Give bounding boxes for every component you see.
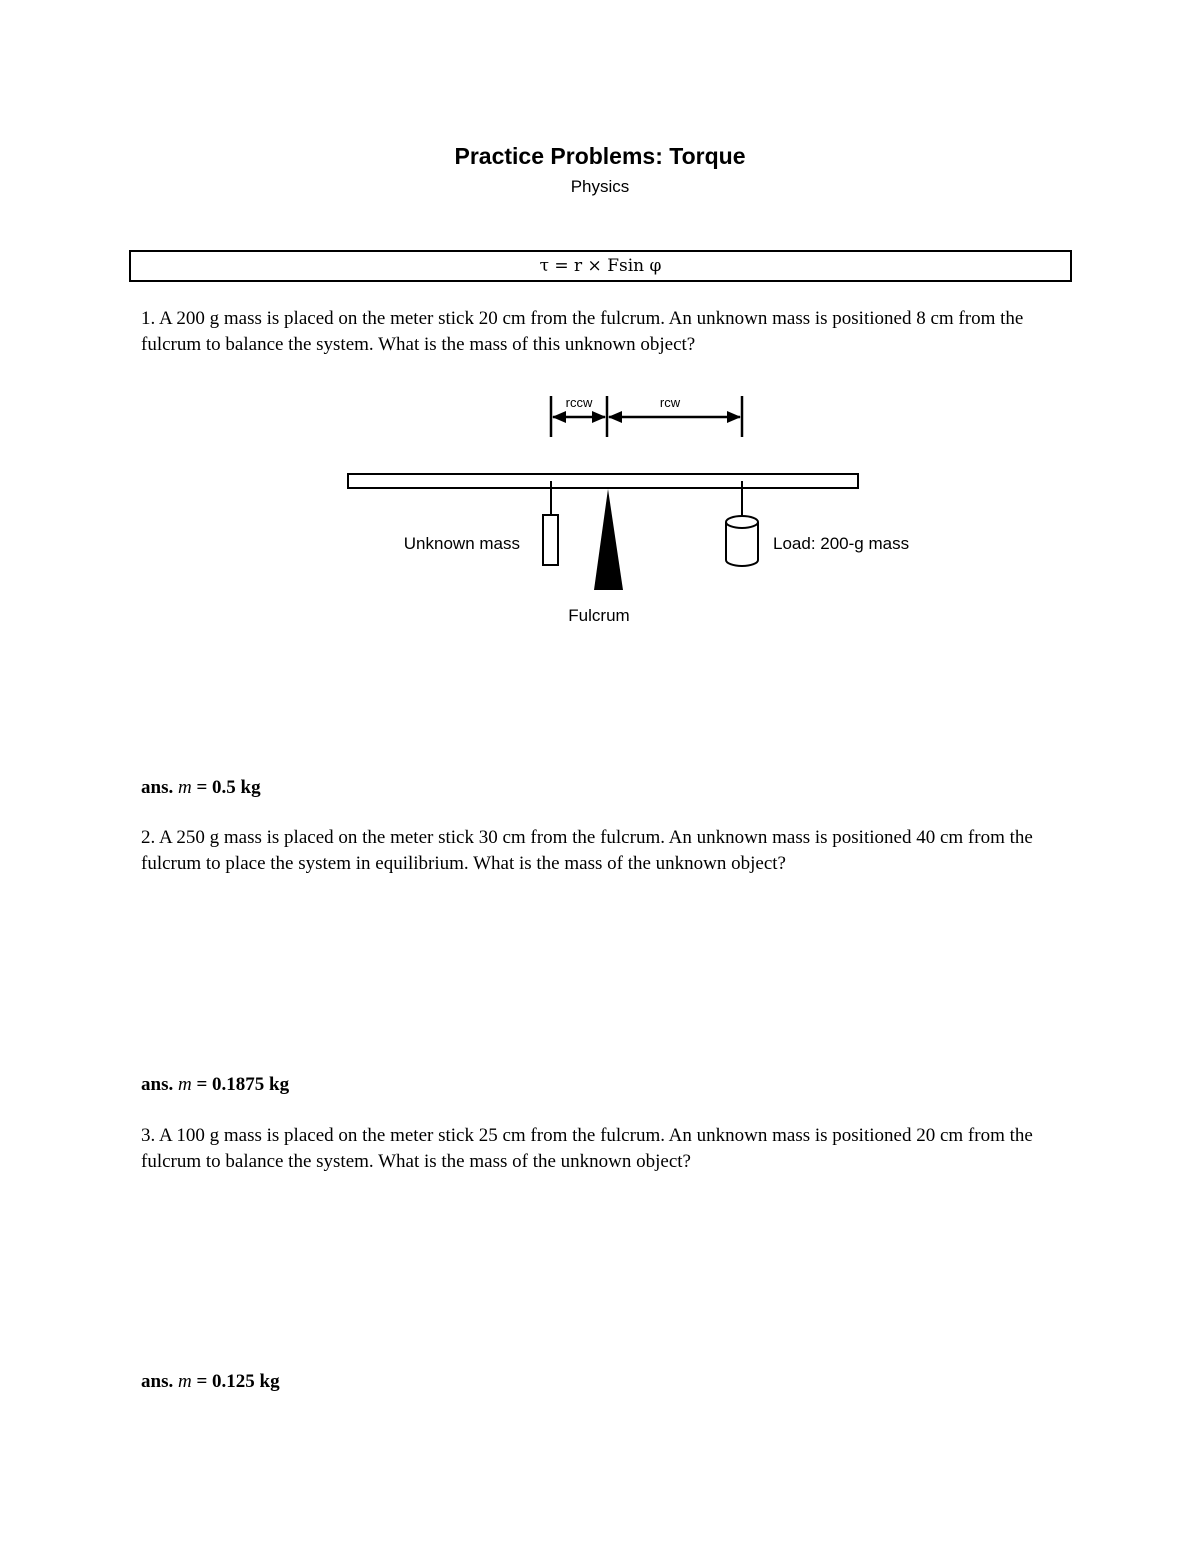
unknown-mass-block <box>543 515 558 565</box>
answer-2 <box>141 1074 289 1096</box>
r-cw-arrowhead-left <box>608 411 622 423</box>
torque-formula: τ = r × Fsin φ <box>539 256 662 276</box>
r-cw-label: rcw <box>659 395 681 410</box>
seesaw-diagram <box>0 380 1200 640</box>
r-ccw-arrowhead-left <box>552 411 566 423</box>
problem-3: 3. A 100 g mass is placed on the meter stick 25 cm from the fulcrum. An unknown mass is positioned 20 cm from the fulcrum to balance the system. What is the mass of the unknown object? <box>141 1125 1033 1172</box>
answer-2-value: = 0.1875 kg <box>196 1074 290 1095</box>
answer-2-var: m <box>177 1074 192 1095</box>
answer-3 <box>141 1371 280 1393</box>
meter-stick <box>348 474 858 488</box>
answer-1-value: = 0.5 kg <box>196 777 261 798</box>
answer-1-prefix: ans. <box>141 777 174 798</box>
answer-3-value: = 0.125 kg <box>196 1371 280 1392</box>
torque-formula-box <box>129 250 1072 282</box>
unknown-mass-label: Unknown mass <box>403 534 520 553</box>
answer-3-var: m <box>177 1371 192 1392</box>
answer-2-prefix: ans. <box>141 1074 174 1095</box>
r-cw-arrowhead-right <box>727 411 741 423</box>
load-cylinder-top <box>726 516 758 528</box>
fulcrum-label: Fulcrum <box>568 606 630 625</box>
problem-2: 2. A 250 g mass is placed on the meter stick 30 cm from the fulcrum. An unknown mass is positioned 40 cm from the fulcrum to place the system in equilibrium. What is the mass of the unknown object? <box>141 827 1033 874</box>
problem-1: 1. A 200 g mass is placed on the meter stick 20 cm from the fulcrum. An unknown mass is positioned 8 cm from the fulcrum to balance the system. What is the mass of this unknown object? <box>141 308 1024 355</box>
fulcrum-wedge <box>594 489 623 590</box>
answer-1-var: m <box>177 777 192 798</box>
r-ccw-label: rccw <box>565 395 593 410</box>
load-label: Load: 200-g mass <box>773 534 910 553</box>
answer-1 <box>141 777 261 799</box>
r-ccw-arrowhead-right <box>592 411 606 423</box>
page-title: Practice Problems: Torque <box>454 143 746 169</box>
page-subtitle: Physics <box>570 177 630 196</box>
answer-3-prefix: ans. <box>141 1371 174 1392</box>
